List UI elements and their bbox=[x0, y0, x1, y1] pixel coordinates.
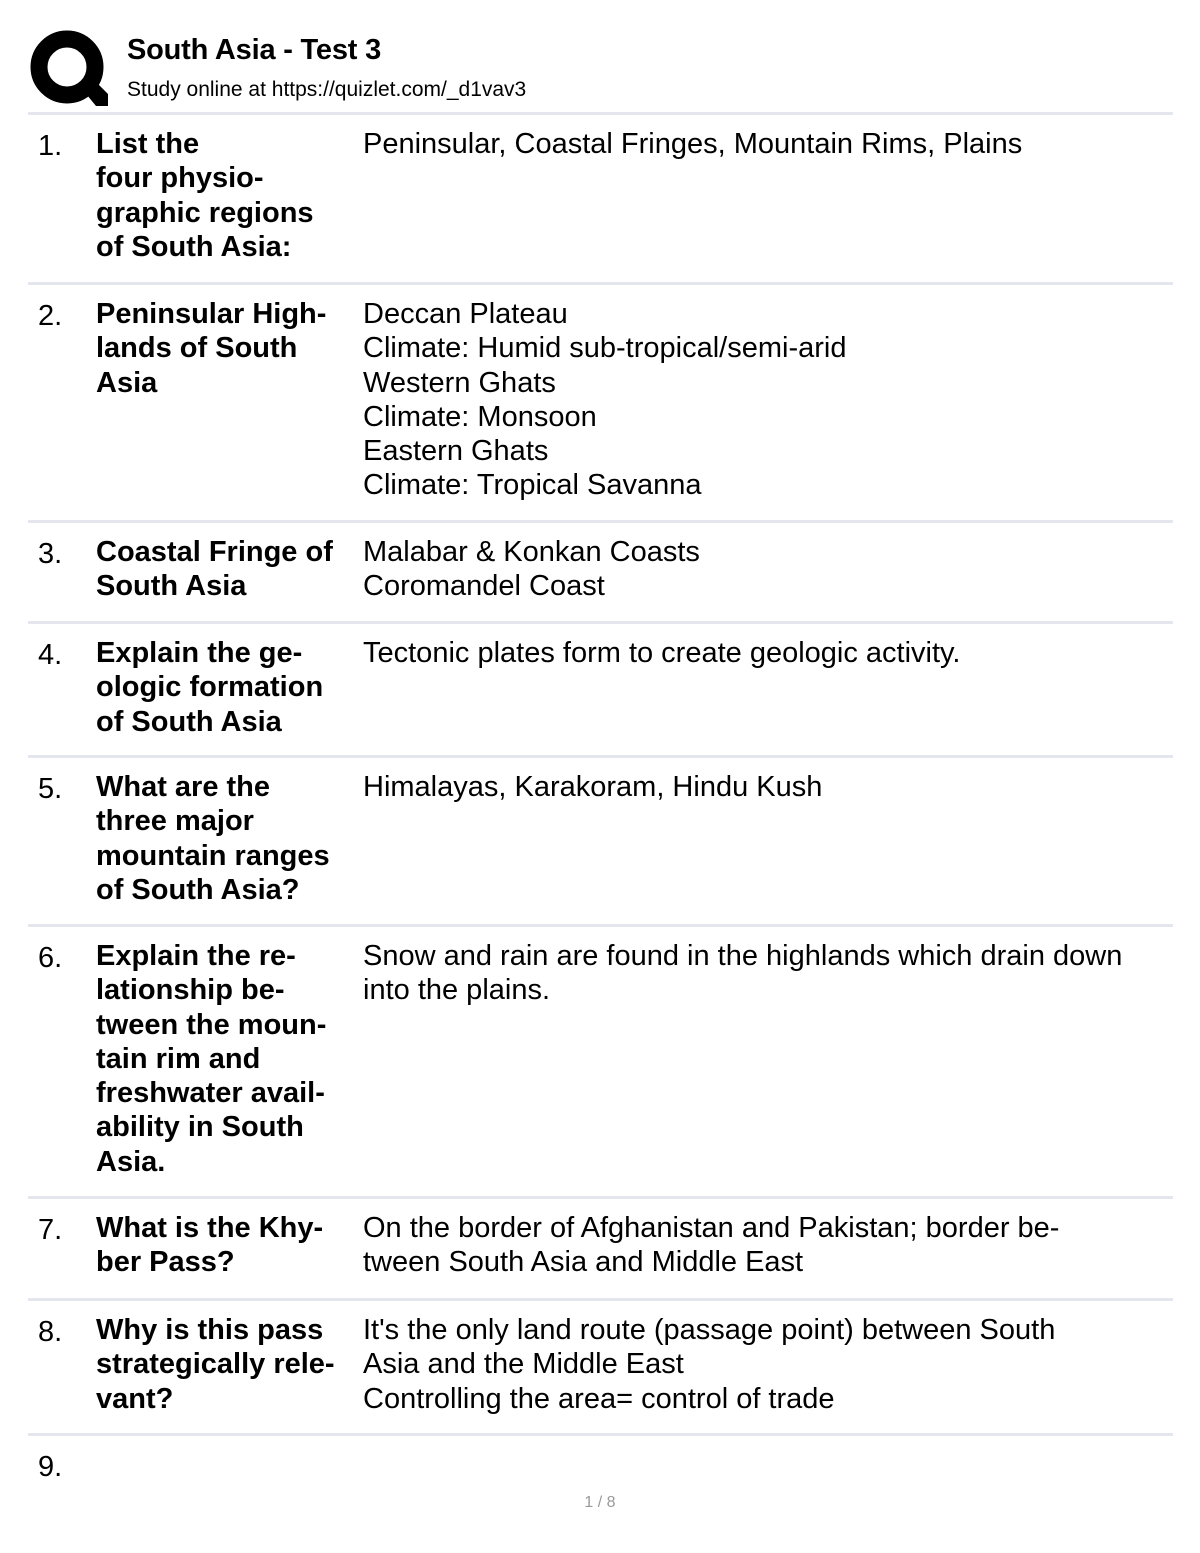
card-definition: Deccan Plateau Climate: Humid sub-tropical/semi-arid Western Ghats Climate: Monsoon Eastern Ghats Climate: Tropical Savanna bbox=[363, 298, 847, 502]
flashcard-row bbox=[28, 282, 1173, 520]
page-title: South Asia - Test 3 bbox=[127, 34, 382, 66]
card-term: List the four physio- graphic regions of South Asia: bbox=[96, 128, 314, 263]
card-number: 5. bbox=[38, 773, 63, 805]
flashcard-list bbox=[28, 112, 1173, 1493]
flashcard-row bbox=[28, 1298, 1173, 1433]
card-number: 4. bbox=[38, 639, 63, 671]
flashcard-row bbox=[28, 924, 1173, 1196]
flashcard-row bbox=[28, 1433, 1173, 1493]
card-number: 1. bbox=[38, 130, 63, 162]
card-definition: It's the only land route (passage point) between South Asia and the Middle East Controlling the area= control of trade bbox=[363, 1314, 1056, 1415]
study-online-link[interactable]: Study online at https://quizlet.com/_d1vav3 bbox=[127, 78, 527, 101]
card-number: 9. bbox=[38, 1451, 63, 1483]
flashcard-row bbox=[28, 755, 1173, 924]
card-term: What is the Khy- ber Pass? bbox=[96, 1212, 324, 1279]
card-definition: Peninsular, Coastal Fringes, Mountain Rims, Plains bbox=[363, 128, 1023, 160]
card-definition: Malabar & Konkan Coasts Coromandel Coast bbox=[363, 536, 700, 603]
card-definition: On the border of Afghanistan and Pakistan; border be- tween South Asia and Middle East bbox=[363, 1212, 1060, 1279]
flashcard-row bbox=[28, 520, 1173, 621]
card-number: 7. bbox=[38, 1214, 63, 1246]
card-term: Peninsular High- lands of South Asia bbox=[96, 298, 327, 399]
card-term: What are the three major mountain ranges of South Asia? bbox=[96, 771, 330, 906]
quizlet-logo-icon bbox=[30, 30, 108, 108]
card-definition: Snow and rain are found in the highlands which drain down into the plains. bbox=[363, 940, 1123, 1007]
card-term: Coastal Fringe of South Asia bbox=[96, 536, 333, 603]
page-header bbox=[30, 30, 1170, 110]
flashcard-row bbox=[28, 1196, 1173, 1298]
card-term: Explain the ge- ologic formation of South Asia bbox=[96, 637, 324, 738]
card-term: Explain the re- lationship be- tween the moun- tain rim and freshwater avail- ability in South Asia. bbox=[96, 940, 327, 1178]
card-number: 6. bbox=[38, 942, 63, 974]
card-definition: Tectonic plates form to create geologic activity. bbox=[363, 637, 961, 669]
page-number: 1 / 8 bbox=[584, 1494, 616, 1511]
card-number: 3. bbox=[38, 538, 63, 570]
card-term: Why is this pass strategically rele- vant? bbox=[96, 1314, 335, 1415]
flashcard-row bbox=[28, 621, 1173, 755]
flashcard-row bbox=[28, 112, 1173, 282]
card-number: 2. bbox=[38, 300, 63, 332]
card-number: 8. bbox=[38, 1316, 63, 1348]
card-definition: Himalayas, Karakoram, Hindu Kush bbox=[363, 771, 823, 803]
